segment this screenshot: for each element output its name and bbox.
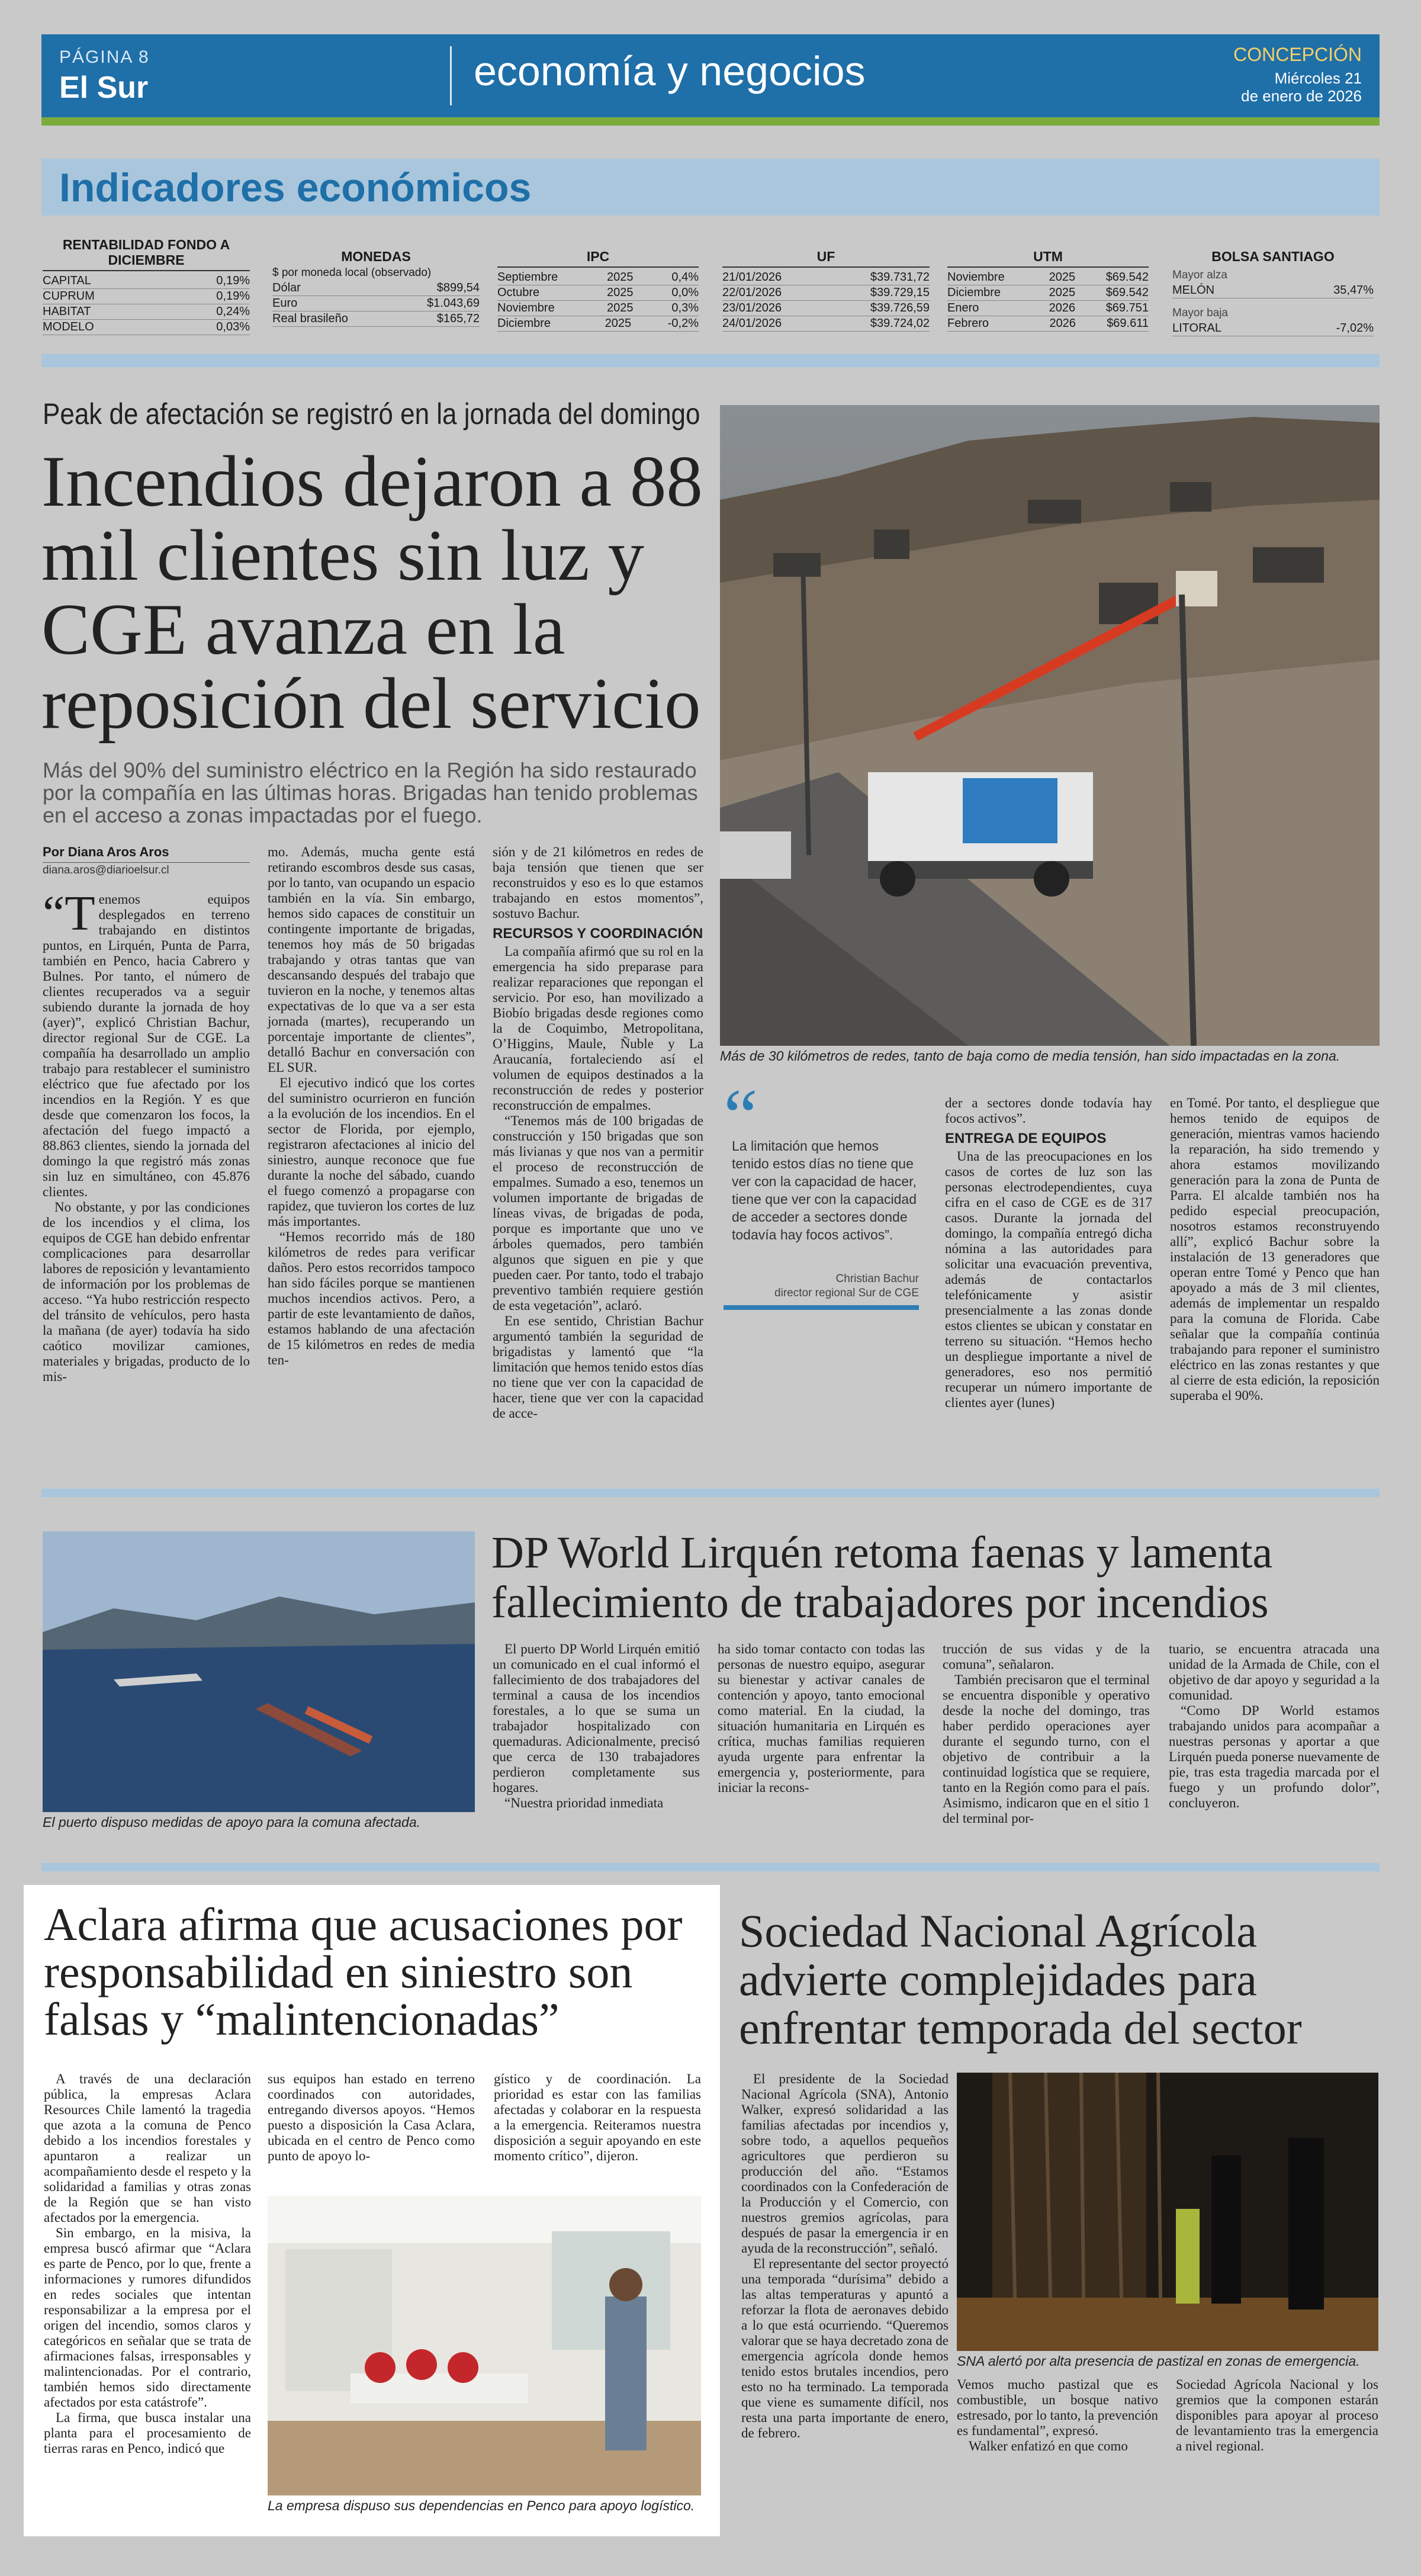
table-row: Septiembre 2025 0,4%	[497, 270, 699, 285]
sna-photo	[957, 2073, 1378, 2351]
table-row: 22/01/2026 $39.729,15	[722, 285, 930, 301]
table-row: LITORAL -7,02%	[1172, 321, 1374, 336]
table-row: Dólar $899,54	[272, 281, 480, 296]
byline-name: Por Diana Aros Aros	[43, 844, 169, 859]
paragraph: A través de una declaración pública, la empresas Aclara Resources Chile lamentó la tragedia que azota a la comuna de Penco debido a los incendios forestales y apuntaron a realizar un acompañamiento desde el respeto y la solidaridad a familias y otras zonas de la Región que se han visto afectados por la emergencia.	[44, 2071, 251, 2225]
table-row: HABITAT 0,24%	[43, 304, 250, 320]
paragraph: der a sectores donde todavía hay focos activos”.	[945, 1096, 1152, 1126]
table-row: Noviembre 2025 $69.542	[947, 270, 1149, 285]
sna-col-1	[741, 2071, 949, 2441]
bolsa-table	[1172, 249, 1374, 336]
uf-table	[722, 249, 930, 332]
dp-col-2	[718, 1642, 925, 1796]
paragraph: ha sido tomar contacto con todas las personas de nuestro equipo, asegurar su bienestar y activar canales de contención y apoyo, tanto emocional como material. En la ciudad, la situación humanitaria en Lirquén es crítica, muchas familias requieren ayuda urgente para enfrentar la emergencia y, posteriormente, para iniciar la recons-	[718, 1642, 925, 1795]
paragraph: mo. Además, mucha gente está retirando escombros desde sus casas, por lo tanto, van ocupando un espacio también en la vía. Sin embargo, hemos sido capaces de constituir un contingente importante de brigadas, tenemos hoy más de 50 brigadas trabajando y otras tantas que van descansando después del trabajo que tuvieron en la noche, y tenemos altas expectativas de lo que va a ser esta jornada (martes), recuperando un porcentaje importante de clientes”, detalló Bachur en conversación con EL SUR.	[268, 844, 475, 1075]
lead-photo	[720, 405, 1380, 1046]
monedas-title: MONEDAS	[341, 249, 411, 264]
uf-title: UF	[722, 249, 930, 268]
table-row: CAPITAL 0,19%	[43, 274, 250, 289]
aclara-headline: Aclara afirma que acusaciones por responsabilidad en siniestro son falsas y “malintencionadas”	[44, 1899, 683, 2045]
monedas-table	[272, 249, 480, 327]
paragraph: trucción de sus vidas y de la comuna”, señalaron.	[943, 1642, 1150, 1672]
table-row: Febrero 2026 $69.611	[947, 316, 1149, 332]
sna-photo-art	[957, 2073, 1378, 2351]
paragraph: También precisaron que el terminal se encuentra disponible y operativo desde la noche del domingo, tras haber perdido operaciones ayer durante el segundo turno, con el objetivo de contribuir a la continuidad logística que se requiere, tanto en la Región como para el país. Asimismo, indicaron que en el sitio 1 del terminal por-	[943, 1672, 1150, 1826]
dropcap: “T	[43, 886, 95, 941]
table-row: 23/01/2026 $39.726,59	[722, 301, 930, 316]
fondo-table	[43, 237, 250, 335]
paragraph: “Nuestra prioridad inmediata	[504, 1796, 664, 1810]
indicators-bottom-rule	[41, 354, 1380, 367]
table-row: 24/01/2026 $39.724,02	[722, 316, 930, 332]
paragraph: sus equipos han estado en terreno coordinados con autoridades, entregando diversos apoyos. “Hemos puesto a disposición la Casa Aclara, ubicada en el centro de Penco como punto de apoyo lo-	[268, 2071, 475, 2163]
quote-author-name: Christian Bachur	[835, 1273, 919, 1285]
bolsa-up-label: Mayor alza	[1172, 269, 1227, 281]
table-row: 21/01/2026 $39.731,72	[722, 270, 930, 285]
lead-deck: Más del 90% del suministro eléctrico en la Región ha sido restaurado por la compañía en las últimas horas. Brigadas han tenido problemas en el acceso a zonas impactadas por el fuego.	[43, 758, 698, 827]
masthead-left	[59, 47, 150, 105]
quote-text: La limitación que hemos tenido estos días no tiene que ver con la capacidad de hacer, tiene que ver con la capacidad de acceder a sectores donde todavía hay focos activos”.	[732, 1138, 917, 1242]
section-rule	[41, 1863, 1380, 1871]
lead-col-6	[1170, 1096, 1380, 1403]
paragraph: En ese sentido, Christian Bachur argumentó también la seguridad de brigadistas y lamentó que “la limitación que hemos tenido estos días no tiene que ver con la capacidad de hacer, tiene que ver con la capacidad de acce-	[493, 1313, 703, 1421]
bolsa-title: BOLSA SANTIAGO	[1211, 249, 1335, 264]
dpworld-headline: DP World Lirquén retoma faenas y lamenta fallecimiento de trabajadores por incendios	[491, 1528, 1273, 1627]
paragraph: “Tenemos más de 100 brigadas de construcción y 150 brigadas que son más livianas y que nos van a permitir el proceso de reconstrucción de empalmes. Sumado a eso, tenemos un volumen importante de brigadas de líneas vivas, de brigadas de poda, porque es importante que uno ve árboles quemados, pero también algunos que siguen en pie y que pueden caer. Por tanto, todo el trabajo preventivo también requiere gestión de esta vegetación”, aclaró.	[493, 1113, 703, 1313]
lead-photo-caption: Más de 30 kilómetros de redes, tanto de baja como de media tensión, han sido impactadas en la zona.	[720, 1048, 1340, 1064]
lead-headline: Incendios dejaron a 88 mil clientes sin luz y CGE avanza en la reposición del servicio	[41, 441, 703, 744]
paragraph: enemos equipos desplegados en terreno trabajando en distintos puntos, en Lirquén, Punta de Parra, también en Penco, hacia Cabrero y Bulnes. Por tanto, el número de clientes recuperados va a seguir subiendo durante la jornada de hoy (ayer)”, explicó Christian Bachur, director regional Sur de CGE. La compañía ha desarrollado un amplio trabajo para restablecer el suministro eléctrico que fue afectado por los incendios en la Región. Y es que desde que comenzaron los focos, la afectación del fuego impactó a 88.863 clientes, siendo la jornada del domingo la que registró más zonas sin luz en simultáneo, con 45.876 clientes.	[43, 892, 250, 1199]
paragraph: Sociedad Agrícola Nacional y los gremios que la componen estarán disponibles para apoyar al proceso de levantamiento tras la emergencia a nivel regional.	[1176, 2377, 1378, 2453]
paragraph: tuario, se encuentra atracada una unidad de la Armada de Chile, con el objetivo de dar apoyo y seguridad a la comunidad.	[1169, 1642, 1380, 1703]
aclara-col-2	[268, 2071, 475, 2164]
utm-title: UTM	[947, 249, 1149, 268]
quote-author-role: director regional Sur de CGE	[774, 1287, 919, 1299]
indicators-band	[41, 159, 1380, 216]
byline	[43, 844, 250, 877]
table-row: Octubre 2025 0,0%	[497, 285, 699, 301]
table-row: Diciembre 2025 -0,2%	[497, 316, 699, 332]
sna-col-2	[957, 2377, 1158, 2454]
dp-col-3	[943, 1642, 1150, 1826]
utm-table	[947, 249, 1149, 332]
paragraph: “Como DP World estamos trabajando unidos para acompañar a nuestras personas y aportar a que Lirquén pueda ponerse nuevamente de pie, tras esta tragedia marcada por el fuego y un profundo dolor”, concluyeron.	[1169, 1703, 1380, 1810]
paragraph: El representante del sector proyectó una temporada “durísima” debido a las altas temperaturas y apuntó a reforzar la flota de aeronaves debido a lo que está ocurriendo. “Queremos valorar que se haya decretado zona de emergencia agrícola donde hemos tenido estos brutales incendios, pero esto no ha terminado. La temporada que viene es sumamente difícil, nos resta una parta importante de enero, de febrero.	[741, 2256, 949, 2440]
paragraph: sión y de 21 kilómetros en redes de baja tensión que tienen que ser reconstruidos y eso es lo que estamos trabajando en estos momentos”, sostuvo Bachur.	[493, 844, 703, 921]
table-row: MELÓN 35,47%	[1172, 283, 1374, 298]
port-caption: El puerto dispuso medidas de apoyo para la comuna afectada.	[43, 1814, 421, 1830]
pull-quote	[724, 1074, 919, 1326]
paragraph: Vemos mucho pastizal que es combustible, un bosque nativo estresado, por lo tanto, la prevención es fundamental”, expresó.	[957, 2377, 1158, 2438]
lead-col-2	[268, 844, 475, 1368]
sna-headline: Sociedad Nacional Agrícola advierte complejidades para enfrentar temporada del sector	[739, 1905, 1302, 2054]
byline-email: diana.aros@diarioelsur.cl	[43, 862, 250, 877]
lead-kicker: Peak de afectación se registró en la jornada del domingo	[43, 397, 700, 431]
paragraph: El ejecutivo indicó que los cortes del suministro ocurrieron en función a la evolución de los incendios. En el sector de Florida, por ejemplo, registraron afectaciones al inicio del siniestro, aunque reconoce que fue durante la noche del sábado, cuando el fuego comenzó a propagarse con rapidez, que tuvieron los cortes de luz más importantes.	[268, 1075, 475, 1229]
lead-photo-art	[720, 405, 1380, 1046]
paragraph: Una de las preocupaciones en los casos de cortes de luz son las personas electrodependientes, cuya cifra en el caso de CGE es de 317 casos. Durante la jornada del domingo, la compañía entregó dicha nómina a las autoridades para solicitar una evacuación preventiva, además de contactarlos telefónicamente y asistir presencialmente a las zonas donde estos clientes se ubican y constatar en terreno su situación. “Hemos hecho un despliegue importante a nivel de generadores, eso nos permitió recuperar un número importante de clientes ayer (lunes)	[945, 1149, 1152, 1410]
sna-caption: SNA alertó por alta presencia de pastizal en zonas de emergencia.	[957, 2353, 1360, 2369]
paragraph: gístico y de coordinación. La prioridad es estar con las familias afectadas y colaborar en la respuesta a la emergencia. Reiteramos nuestra disposición a seguir apoyando en este momento crítico”, dijeron.	[494, 2071, 701, 2163]
table-row: CUPRUM 0,19%	[43, 289, 250, 304]
ipc-title: IPC	[497, 249, 699, 268]
lead-col-5	[945, 1096, 1152, 1411]
port-photo-art	[43, 1531, 475, 1812]
aclara-col-1	[44, 2071, 251, 2456]
quote-rule	[724, 1305, 919, 1310]
dp-col-4	[1169, 1642, 1380, 1811]
sna-col-3	[1176, 2377, 1378, 2454]
table-row: Real brasileño $165,72	[272, 311, 480, 327]
section-title: economía y negocios	[474, 48, 866, 94]
lead-col-3	[493, 844, 703, 1421]
table-row: Euro $1.043,69	[272, 296, 480, 311]
aclara-photo-art	[268, 2196, 701, 2495]
quote-mark-icon: “	[724, 1074, 758, 1159]
masthead-right	[1233, 44, 1362, 105]
aclara-caption: La empresa dispuso sus dependencias en Penco para apoyo logístico.	[268, 2498, 695, 2513]
table-row: Noviembre 2025 0,3%	[497, 301, 699, 316]
date-line2: de enero de 2026	[1241, 87, 1362, 105]
indicators-title: Indicadores económicos	[59, 165, 532, 210]
paragraph: Walker enfatizó en que como	[969, 2439, 1128, 2453]
table-row: Diciembre 2025 $69.542	[947, 285, 1149, 301]
paper-name: El Sur	[59, 70, 149, 105]
paragraph: El presidente de la Sociedad Nacional Agrícola (SNA), Antonio Walker, expresó solidaridad a las familias afectadas por incendios y, sobre todo, a aquellos pequeños agricultores que perdieron su producción del año. “Estamos coordinados con la Confederación de la Producción y el Comercio, con nuestros gremios agrícolas, para después de pasar la emergencia ir en ayuda de la reconstrucción”, señaló.	[741, 2071, 949, 2256]
lead-col-1	[43, 886, 250, 1385]
green-rule	[41, 117, 1380, 126]
bolsa-down-label: Mayor baja	[1172, 307, 1228, 319]
section-rule	[41, 1489, 1380, 1497]
paragraph: No obstante, y por las condiciones de los incendios y el clima, los equipos de CGE han debido enfrentar complicaciones para desarrollar labores de reposición y levantamiento de información por los problemas de acceso. “Ya hubo restricción respecto del tránsito de vehículos, pero hasta la mañana (de ayer) todavía ha sido caótico movilizar camiones, materiales y brigadas, producto de lo mis-	[43, 1200, 250, 1384]
subhead: ENTREGA DE EQUIPOS	[945, 1130, 1107, 1146]
table-row: MODELO 0,03%	[43, 320, 250, 335]
paragraph: La compañía afirmó que su rol en la emergencia ha sido preparase para realizar reparaciones que repongan el servicio. Por eso, han movilizado a Biobío brigadas desde regiones como la de Coquimbo, Metropolitana, O’Higgins, Maule, Ñuble y La Araucanía, fortaleciendo así el volumen de equipos destinados a la reconstrucción de redes y posterior reconstrucción de empalmes.	[493, 944, 703, 1113]
page-number: PÁGINA 8	[59, 47, 150, 67]
paragraph: “Hemos recorrido más de 180 kilómetros de redes para verificar daños. Pero estos recorridos tampoco han sido fáciles porque se mantienen muchos incendios activos. Pero, a partir de este levantamiento de daños, estamos hablando de una afectación de 15 kilómetros en redes de media ten-	[268, 1229, 475, 1367]
port-photo	[43, 1531, 475, 1812]
fondo-title: RENTABILIDAD FONDO A DICIEMBRE	[43, 237, 250, 271]
masthead-divider	[450, 46, 452, 105]
date-line1: Miércoles 21	[1274, 69, 1362, 87]
paragraph: Sin embargo, en la misiva, la empresa buscó afirmar que “Aclara es parte de Penco, por lo que, frente a informaciones y rumores difundidos en redes sociales que intentan responsabilizar a la empresa por el origen del incendio, somos claros y categóricos en señalar que se trata de afirmaciones falsas, irresponsables y malintencionadas. Por el contrario, también hemos sido directamente afectados por esta catástrofe”.	[44, 2225, 251, 2410]
table-row: Enero 2026 $69.751	[947, 301, 1149, 316]
aclara-photo	[268, 2196, 701, 2495]
subhead: RECURSOS Y COORDINACIÓN	[493, 926, 703, 942]
aclara-col-3	[494, 2071, 701, 2164]
monedas-subtitle: $ por moneda local (observado)	[272, 266, 432, 279]
paragraph: El puerto DP World Lirquén emitió un comunicado en el cual informó el fallecimiento de dos trabajadores del terminal a causa de los incendios forestales, a lo que se suma un trabajador hospitalizado con quemaduras. Adicionalmente, precisó que cerca de 130 trabajadores perdieron completamente sus hogares.	[493, 1642, 700, 1795]
masthead	[41, 34, 1380, 117]
ipc-table	[497, 249, 699, 332]
city: CONCEPCIÓN	[1233, 44, 1362, 65]
dp-col-1	[493, 1642, 700, 1811]
paragraph: La firma, que busca instalar una planta para el procesamiento de tierras raras en Penco, indicó que	[44, 2410, 251, 2456]
paragraph: en Tomé. Por tanto, el despliegue que hemos tenido de equipos de generación, mientras vamos haciendo la reparación, ha sido tremendo y ahora estamos movilizando generación para la zona de Punta de Parra. El alcalde también nos ha pedido especial preocupación, nosotros estamos reconstruyendo allí”, explicó Bachur sobre la instalación de 13 generadores que operan entre Tomé y Penco que han apoyado a más de 3 mil clientes, además de implementar un respaldo para la comuna de Florida. Cabe señalar que la compañía continúa trabajando para reponer el suministro eléctrico en las zonas restantes y que al cierre de esta edición, la reposición superaba el 90%.	[1170, 1096, 1380, 1403]
